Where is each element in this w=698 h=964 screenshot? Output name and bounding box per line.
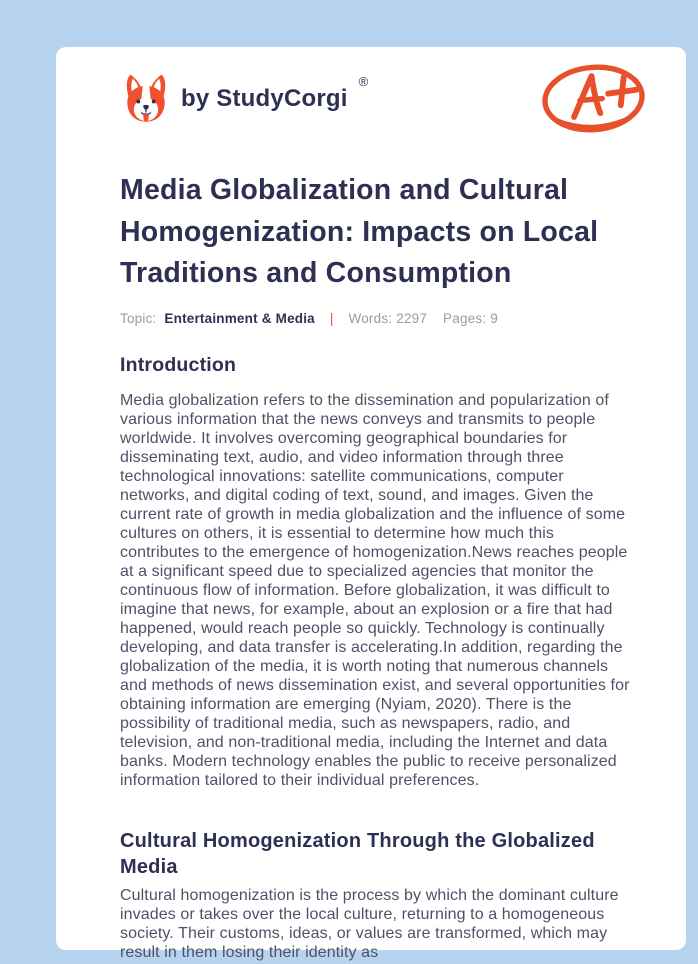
topic-link[interactable]: Entertainment & Media bbox=[164, 311, 315, 326]
registered-trademark: ® bbox=[358, 74, 369, 89]
words-label: Words: bbox=[348, 311, 393, 326]
page-title: Media Globalization and Cultural Homogenization: Impacts on Local Traditions and Consumption bbox=[120, 174, 599, 289]
brand bbox=[120, 70, 368, 128]
meta-row bbox=[120, 311, 510, 326]
meta-separator: | bbox=[329, 311, 334, 326]
words-value: 2297 bbox=[396, 311, 428, 326]
section-heading-introduction: Introduction bbox=[120, 354, 237, 376]
a-plus-stamp-icon bbox=[540, 61, 647, 138]
topic-label: Topic: bbox=[120, 311, 157, 326]
section-heading-cultural-homogenization: Cultural Homogenization Through the Globalized Media bbox=[120, 830, 595, 878]
section-body-introduction: Media globalization refers to the dissemination and popularization of various information that the news conveys and transmits to people worldwide. It involves overcoming geographical boundaries for disseminating text, audio, and video information through three technological innovations: satellite communications, computer networks, and digital coding of text, sound, and images. Given the current rate of growth in media globalization and the influence of some cultures on others, it is essential to determine how much this contributes to the emergence of homogenization.News reaches people at a significant speed due to specialized agencies that monitor the continuous flow of information. Before globalization, it was difficult to imagine that news, for example, about an explosion or a fire that had happened, would reach people so quickly. Technology is continually developing, and data transfer is accelerating.In addition, regarding the globalization of the media, it is worth noting that numerous channels and methods of news dissemination exist, and several opportunities for obtaining information are emerging (Nyiam, 2020). There is the possibility of traditional media, such as newspapers, radio, and television, and non-traditional media, including the Internet and data banks. Modern technology enables the public to receive personalized information tailored to their individual preferences. bbox=[120, 392, 630, 789]
corgi-logo-icon bbox=[120, 70, 172, 128]
pages-value: 9 bbox=[490, 311, 498, 326]
section-body-cultural-homogenization: Cultural homogenization is the process by which the dominant culture invades or takes over the local culture, returning to a homogeneous society. Their customs, ideas, or values are transformed, which may result in them losing their identity as bbox=[120, 887, 619, 961]
brand-name: by StudyCorgi bbox=[181, 85, 348, 112]
pages-label: Pages: bbox=[443, 311, 487, 326]
